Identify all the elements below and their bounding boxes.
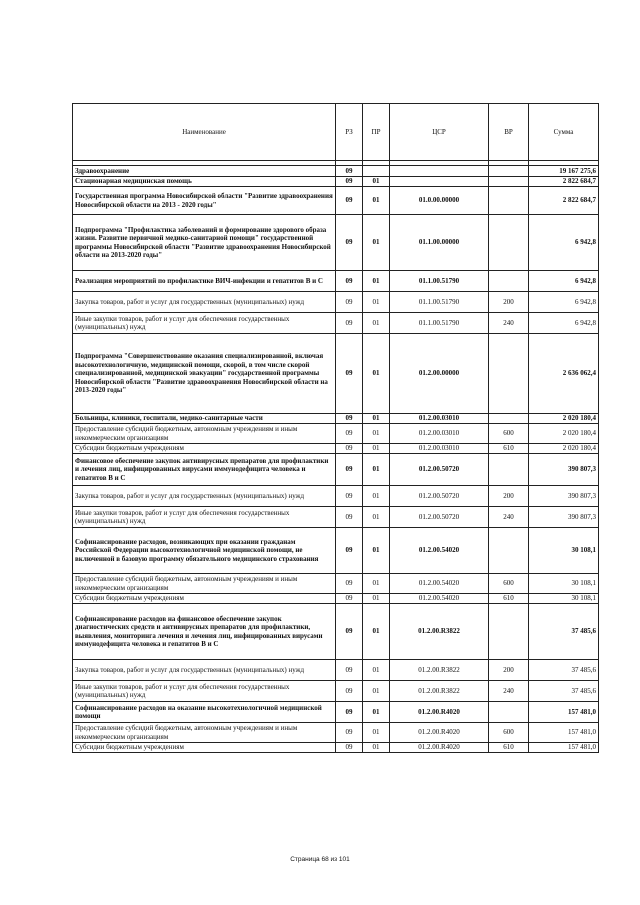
cell-csr: 01.2.00.50720: [390, 454, 489, 486]
cell-csr: [390, 177, 489, 187]
cell-name: Больницы, клиники, госпитали, медико-санитарные части: [73, 414, 336, 424]
table-row: [73, 414, 599, 424]
cell-csr: 01.0.00.00000: [390, 187, 489, 215]
page-number: Страница 68 из 101: [290, 856, 350, 863]
cell-sum: 30 108,1: [529, 574, 599, 594]
cell-rz: 09: [336, 334, 363, 414]
cell-pr: 01: [363, 594, 390, 604]
cell-rz: 09: [336, 702, 363, 723]
cell-rz: 09: [336, 215, 363, 271]
cell-pr: 01: [363, 454, 390, 486]
cell-sum: 2 020 180,4: [529, 414, 599, 424]
cell-vr: [489, 414, 529, 424]
table-row: [73, 743, 599, 753]
cell-pr: 01: [363, 702, 390, 723]
cell-sum: 2 822 684,7: [529, 177, 599, 187]
cell-csr: 01.2.00.R4020: [390, 702, 489, 723]
cell-pr: 01: [363, 604, 390, 660]
cell-csr: 01.2.00.R4020: [390, 743, 489, 753]
cell-pr: 01: [363, 660, 390, 681]
cell-pr: 01: [363, 313, 390, 334]
cell-sum: 6 942,8: [529, 215, 599, 271]
cell-name: Иные закупки товаров, работ и услуг для обеспечения государственных (муниципальных) нужд: [73, 313, 336, 334]
cell-rz: 09: [336, 292, 363, 313]
table-row: [73, 334, 599, 414]
table-row: [73, 528, 599, 574]
cell-pr: 01: [363, 486, 390, 507]
cell-sum: 390 807,3: [529, 454, 599, 486]
cell-vr: 600: [489, 574, 529, 594]
cell-vr: 200: [489, 486, 529, 507]
table-row: [73, 507, 599, 528]
cell-vr: 610: [489, 594, 529, 604]
cell-rz: 09: [336, 486, 363, 507]
table-row: [73, 292, 599, 313]
cell-name: Государственная программа Новосибирской области "Развитие здравоохранения Новосибирской области на 2013 - 2020 годы": [73, 187, 336, 215]
table-header-row: [73, 104, 599, 161]
cell-rz: 09: [336, 574, 363, 594]
cell-vr: [489, 528, 529, 574]
cell-vr: [489, 271, 529, 292]
table-row: [73, 723, 599, 743]
cell-sum: 390 807,3: [529, 507, 599, 528]
cell-pr: 01: [363, 215, 390, 271]
cell-csr: 01.1.00.51790: [390, 313, 489, 334]
table-row: [73, 187, 599, 215]
cell-name: Субсидии бюджетным учреждениям: [73, 444, 336, 454]
table-row: [73, 454, 599, 486]
cell-rz: 09: [336, 177, 363, 187]
table-row: [73, 486, 599, 507]
cell-vr: [489, 334, 529, 414]
cell-pr: 01: [363, 424, 390, 444]
cell-pr: 01: [363, 444, 390, 454]
cell-sum: 37 485,6: [529, 681, 599, 702]
cell-name: Субсидии бюджетным учреждениям: [73, 594, 336, 604]
cell-name: Закупка товаров, работ и услуг для государственных (муниципальных) нужд: [73, 292, 336, 313]
cell-pr: [363, 166, 390, 177]
cell-pr: 01: [363, 528, 390, 574]
cell-name: Субсидии бюджетным учреждениям: [73, 743, 336, 753]
cell-pr: 01: [363, 334, 390, 414]
cell-sum: 2 636 062,4: [529, 334, 599, 414]
cell-name: Иные закупки товаров, работ и услуг для обеспечения государственных (муниципальных) нужд: [73, 507, 336, 528]
header-csr: ЦСР: [390, 104, 489, 161]
table-body: [73, 166, 599, 753]
cell-sum: 19 167 275,6: [529, 166, 599, 177]
cell-sum: 157 481,0: [529, 743, 599, 753]
cell-csr: 01.1.00.51790: [390, 292, 489, 313]
cell-rz: 09: [336, 660, 363, 681]
cell-name: Предоставление субсидий бюджетным, автономным учреждениям и иным некоммерческим организациям: [73, 574, 336, 594]
cell-csr: 01.2.00.03010: [390, 444, 489, 454]
cell-rz: 09: [336, 313, 363, 334]
cell-rz: 09: [336, 166, 363, 177]
cell-vr: 610: [489, 743, 529, 753]
cell-csr: 01.2.00.50720: [390, 486, 489, 507]
table-row: [73, 177, 599, 187]
cell-rz: 09: [336, 424, 363, 444]
cell-csr: 01.2.00.R3822: [390, 681, 489, 702]
cell-rz: 09: [336, 604, 363, 660]
table-row: [73, 594, 599, 604]
cell-rz: 09: [336, 454, 363, 486]
cell-vr: 200: [489, 292, 529, 313]
cell-csr: [390, 166, 489, 177]
cell-sum: 37 485,6: [529, 660, 599, 681]
cell-vr: [489, 166, 529, 177]
cell-rz: 09: [336, 414, 363, 424]
header-name: Наименование: [73, 104, 336, 161]
table-row: [73, 215, 599, 271]
cell-name: Закупка товаров, работ и услуг для государственных (муниципальных) нужд: [73, 660, 336, 681]
cell-rz: 09: [336, 681, 363, 702]
cell-sum: 30 108,1: [529, 594, 599, 604]
cell-vr: [489, 454, 529, 486]
cell-rz: 09: [336, 594, 363, 604]
table-row: [73, 166, 599, 177]
cell-name: Софинансирование расходов на оказание высокотехнологичной медицинской помощи: [73, 702, 336, 723]
cell-name: Закупка товаров, работ и услуг для государственных (муниципальных) нужд: [73, 486, 336, 507]
cell-sum: 6 942,8: [529, 313, 599, 334]
cell-sum: 37 485,6: [529, 604, 599, 660]
cell-name: Софинансирование расходов на финансовое обеспечение закупок диагностических средств и антивирусных препаратов для профилактики, выявления, мониторинга лечения и лечения лиц, инфицированных вирусами иммунодефицита человека и гепатитов В и С: [73, 604, 336, 660]
cell-csr: 01.1.00.00000: [390, 215, 489, 271]
table-row: [73, 660, 599, 681]
cell-rz: 09: [336, 507, 363, 528]
cell-vr: 200: [489, 660, 529, 681]
cell-rz: 09: [336, 723, 363, 743]
cell-sum: 2 020 180,4: [529, 424, 599, 444]
cell-name: Предоставление субсидий бюджетным, автономным учреждениям и иным некоммерческим организациям: [73, 723, 336, 743]
table-row: [73, 313, 599, 334]
cell-vr: 240: [489, 681, 529, 702]
cell-pr: 01: [363, 507, 390, 528]
header-vr: ВР: [489, 104, 529, 161]
cell-pr: 01: [363, 743, 390, 753]
cell-rz: 09: [336, 187, 363, 215]
cell-name: Подпрограмма "Совершенствование оказания специализированной, включая высокотехнологичную, медицинской помощи, скорой, в том числе скорой специализированной, медицинской эвакуации" государственной программы Новосибирской области "Развитие здравоохранения Новосибирской области на 2013-2020 годы": [73, 334, 336, 414]
cell-sum: 6 942,8: [529, 271, 599, 292]
cell-csr: 01.2.00.54020: [390, 594, 489, 604]
cell-pr: 01: [363, 723, 390, 743]
cell-csr: 01.2.00.54020: [390, 528, 489, 574]
table-row: [73, 271, 599, 292]
cell-name: Подпрограмма "Профилактика заболеваний и формирование здорового образа жизни. Развитие первичной медико-санитарной помощи" государственной программы Новосибирской области "Развитие здравоохранения Новосибирской области на 2013-2020 годы": [73, 215, 336, 271]
cell-sum: 390 807,3: [529, 486, 599, 507]
cell-pr: 01: [363, 177, 390, 187]
cell-rz: 09: [336, 743, 363, 753]
cell-pr: 01: [363, 681, 390, 702]
cell-vr: 600: [489, 723, 529, 743]
cell-pr: 01: [363, 292, 390, 313]
cell-sum: 2 020 180,4: [529, 444, 599, 454]
header-rz: РЗ: [336, 104, 363, 161]
cell-pr: 01: [363, 414, 390, 424]
cell-name: Финансовое обеспечение закупок антивирусных препаратов для профилактики и лечения лиц, инфицированных вирусами иммунодефицита человека и гепатитов В и С: [73, 454, 336, 486]
cell-name: Софинансирование расходов, возникающих при оказании гражданам Российской Федерации высокотехнологичной медицинской помощи, не включенной в базовую программу обязательного медицинского страхования: [73, 528, 336, 574]
cell-csr: 01.2.00.03010: [390, 424, 489, 444]
cell-rz: 09: [336, 444, 363, 454]
header-pr: ПР: [363, 104, 390, 161]
cell-vr: [489, 215, 529, 271]
cell-vr: 240: [489, 313, 529, 334]
cell-vr: [489, 177, 529, 187]
cell-pr: 01: [363, 271, 390, 292]
cell-csr: 01.1.00.51790: [390, 271, 489, 292]
cell-vr: [489, 187, 529, 215]
table-row: [73, 604, 599, 660]
cell-rz: 09: [336, 528, 363, 574]
cell-pr: 01: [363, 187, 390, 215]
table-row: [73, 444, 599, 454]
cell-vr: [489, 702, 529, 723]
cell-rz: 09: [336, 271, 363, 292]
cell-vr: 240: [489, 507, 529, 528]
cell-vr: [489, 604, 529, 660]
cell-sum: 157 481,0: [529, 723, 599, 743]
header-sum: Сумма: [529, 104, 599, 161]
table-row: [73, 574, 599, 594]
cell-csr: 01.2.00.R3822: [390, 604, 489, 660]
table-row: [73, 702, 599, 723]
budget-table: [72, 103, 599, 753]
cell-name: Иные закупки товаров, работ и услуг для обеспечения государственных (муниципальных) нужд: [73, 681, 336, 702]
cell-csr: 01.2.00.00000: [390, 334, 489, 414]
cell-name: Стационарная медицинская помощь: [73, 177, 336, 187]
cell-sum: 6 942,8: [529, 292, 599, 313]
cell-csr: 01.2.00.50720: [390, 507, 489, 528]
cell-vr: 610: [489, 444, 529, 454]
cell-sum: 30 108,1: [529, 528, 599, 574]
cell-pr: 01: [363, 574, 390, 594]
cell-name: Здравоохранение: [73, 166, 336, 177]
table-row: [73, 424, 599, 444]
cell-csr: 01.2.00.R3822: [390, 660, 489, 681]
cell-sum: 2 822 684,7: [529, 187, 599, 215]
table-row: [73, 681, 599, 702]
cell-sum: 157 481,0: [529, 702, 599, 723]
cell-name: Предоставление субсидий бюджетным, автономным учреждениям и иным некоммерческим организациям: [73, 424, 336, 444]
cell-csr: 01.2.00.03010: [390, 414, 489, 424]
cell-name: Реализация мероприятий по профилактике ВИЧ-инфекции и гепатитов В и С: [73, 271, 336, 292]
cell-csr: 01.2.00.R4020: [390, 723, 489, 743]
cell-vr: 600: [489, 424, 529, 444]
cell-csr: 01.2.00.54020: [390, 574, 489, 594]
